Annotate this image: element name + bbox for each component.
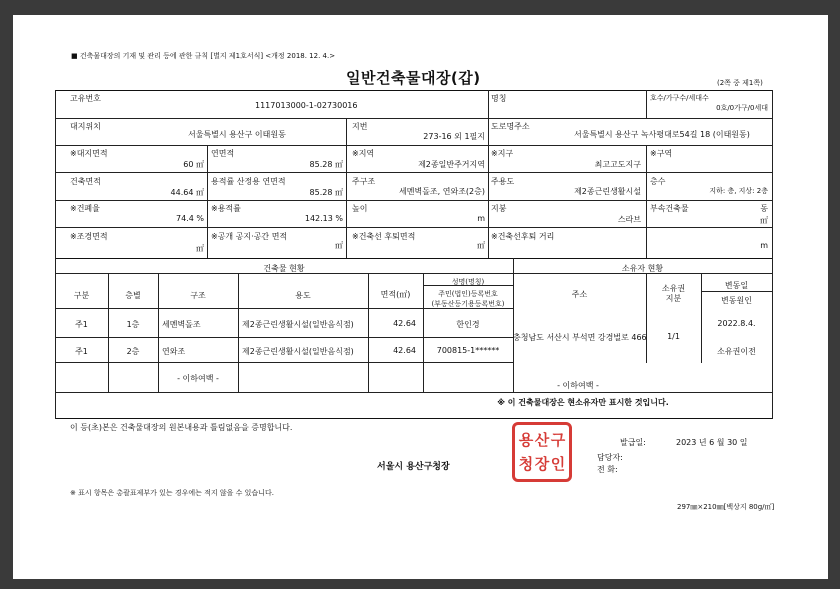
- total-floor: 85.28 ㎡: [309, 160, 343, 169]
- col-division: 구분: [73, 291, 90, 300]
- svg-text:용: 용: [518, 431, 534, 449]
- row-division: 주1: [75, 347, 88, 356]
- road-address: 서울특별시 용산구 녹사평대로54길 18 (이태원동): [574, 130, 750, 139]
- col-change-date: 변동일: [724, 281, 749, 290]
- setback-area-unit: ㎡: [477, 241, 485, 250]
- far-floor-label: 용적률 산정용 연면적: [211, 177, 286, 186]
- svg-text:구: 구: [550, 431, 566, 449]
- building-status-header: 건축물 현황: [263, 264, 305, 273]
- svg-text:청: 청: [518, 455, 534, 473]
- building-blank-note: - 이하여백 -: [177, 374, 219, 383]
- landscape-unit: ㎡: [196, 244, 204, 253]
- certify-text: 이 등(초)본은 건축물대장의 원본내용과 틀림없음을 증명합니다.: [70, 423, 293, 432]
- row-area: 42.64: [393, 319, 416, 328]
- lot: 273-16 외 1필지: [423, 132, 485, 141]
- svg-text:인: 인: [550, 455, 566, 473]
- structure: 세멘벽돌조, 연와조(2층): [399, 187, 485, 196]
- col-use: 용도: [295, 291, 311, 300]
- bcr-label: ※건폐율: [70, 204, 100, 213]
- road-label: 도로명주소: [491, 122, 530, 131]
- owner-notice: ※ 이 건축물대장은 현소유자만 표시한 것입니다.: [497, 398, 669, 407]
- landscape-label: ※조경면적: [70, 232, 108, 241]
- unique-no: 1117013000-1-02730016: [255, 101, 358, 110]
- owner-status-header: 소유자 현황: [621, 264, 664, 273]
- bcr: 74.4 %: [176, 214, 204, 223]
- floors: 지하: 층, 지상: 2층: [709, 187, 768, 195]
- building-area-label: 건축면적: [70, 177, 101, 186]
- col-floor: 층별: [125, 291, 141, 300]
- zone: 최고고도지구: [594, 160, 641, 169]
- main-use-label: 주용도: [491, 177, 515, 186]
- name-label: 명칭: [491, 94, 507, 103]
- far-floor: 85.28 ㎡: [309, 188, 343, 197]
- col-change-reason: 변동원인: [721, 296, 752, 305]
- area-label: ※구역: [650, 149, 673, 158]
- owner-address: 충청남도 서산시 부석면 강경벌로 466: [513, 333, 647, 342]
- issuer: 서울시 용산구청장: [377, 462, 450, 472]
- household-value: 0호/0가구/0세대: [716, 104, 768, 112]
- annex-label: 부속건축물: [650, 204, 689, 213]
- owner-header-divider: [423, 285, 513, 286]
- row-use: 제2종근린생활시설(일반음식점): [242, 320, 354, 329]
- paper-size: 297㎜×210㎜[백상지 80g/㎡]: [677, 503, 775, 511]
- height-unit: m: [477, 214, 485, 223]
- annex-unit: 동: [760, 204, 768, 213]
- household-label: 호수/가구수/세대수: [650, 94, 709, 102]
- district: 제2종일반주거지역: [418, 160, 485, 169]
- col-structure: 구조: [190, 291, 206, 300]
- svg-text:장: 장: [534, 455, 550, 473]
- building-area: 44.64 ㎡: [170, 188, 204, 197]
- col-regno: 주민(법인)등록번호: [438, 290, 498, 298]
- col-share-2: 지분: [665, 294, 682, 303]
- row-structure: 세멘벽돌조: [162, 320, 201, 329]
- col-regno-2: (부동산등기용등록번호): [431, 300, 505, 308]
- height-label: 높이: [352, 204, 368, 213]
- document-title: 일반건축물대장(갑): [346, 69, 481, 87]
- zone-label: ※지구: [491, 149, 514, 158]
- location-label: 대지위치: [70, 122, 101, 131]
- issue-date: 2023 년 6 월 30 일: [676, 438, 748, 447]
- main-use: 제2종근린생활시설: [574, 187, 641, 196]
- col-area: 면적(㎡): [380, 290, 411, 299]
- change-reason: 소유권이전: [717, 347, 756, 356]
- col-address: 주소: [571, 290, 588, 299]
- setback-distance-unit: m: [760, 241, 768, 250]
- unique-no-label: 고유번호: [70, 94, 101, 103]
- district-label: ※지역: [352, 149, 375, 158]
- seal-stamp-icon: [515, 425, 569, 479]
- owner-blank-note: - 이하여백 -: [557, 381, 599, 390]
- far: 142.13 %: [304, 214, 343, 223]
- public-space-unit: ㎡: [335, 241, 343, 250]
- row-area: 42.64: [393, 346, 416, 355]
- lot-label: 지번: [352, 122, 368, 131]
- rule-note: ■ 건축물대장의 기재 및 관리 등에 관한 규칙 [별지 제1호서식] <개정 2018. 12. 4.>: [71, 52, 336, 60]
- page-indicator: (2쪽 중 제1쪽): [717, 79, 763, 87]
- col-share: 소유권: [661, 284, 686, 293]
- owner-regno: 700815-1******: [436, 346, 500, 355]
- location: 서울특별시 용산구 이태원동: [188, 130, 286, 139]
- change-header-divider: [701, 291, 772, 292]
- roof: 스라브: [617, 215, 641, 224]
- floors-label: 층수: [650, 177, 666, 186]
- official-seal: [512, 422, 572, 482]
- official-label: 담당자:: [597, 453, 623, 462]
- col-owner-name: 성명(명칭): [451, 278, 485, 286]
- issue-date-label: 발급일:: [620, 438, 646, 447]
- roof-label: 지붕: [491, 204, 507, 213]
- row-floor: 1층: [126, 320, 140, 329]
- annex-unit-2: ㎡: [760, 216, 768, 225]
- setback-area-label: ※건축선 후퇴면적: [352, 232, 416, 241]
- far-label: ※용적률: [211, 204, 241, 213]
- row-floor: 2층: [126, 347, 140, 356]
- phone-label: 전 화:: [597, 465, 618, 474]
- row-division: 주1: [75, 320, 88, 329]
- owner-name: 한인경: [456, 320, 480, 329]
- svg-text:산: 산: [534, 431, 550, 449]
- row-use: 제2종근린생활시설(일반음식점): [242, 347, 354, 356]
- owner-share: 1/1: [667, 332, 680, 341]
- row-structure: 연와조: [162, 347, 186, 356]
- footnote: ※ 표시 항목은 총괄표제부가 있는 경우에는 적지 않을 수 있습니다.: [70, 489, 274, 497]
- structure-label: 주구조: [352, 177, 376, 186]
- total-floor-label: 연면적: [211, 149, 235, 158]
- site-area: 60 ㎡: [183, 160, 204, 169]
- public-space-label: ※공개 공지·공간 면적: [211, 232, 288, 241]
- setback-distance-label: ※건축선후퇴 거리: [491, 232, 555, 241]
- change-date: 2022.8.4.: [717, 319, 756, 328]
- site-area-label: ※대지면적: [70, 149, 108, 158]
